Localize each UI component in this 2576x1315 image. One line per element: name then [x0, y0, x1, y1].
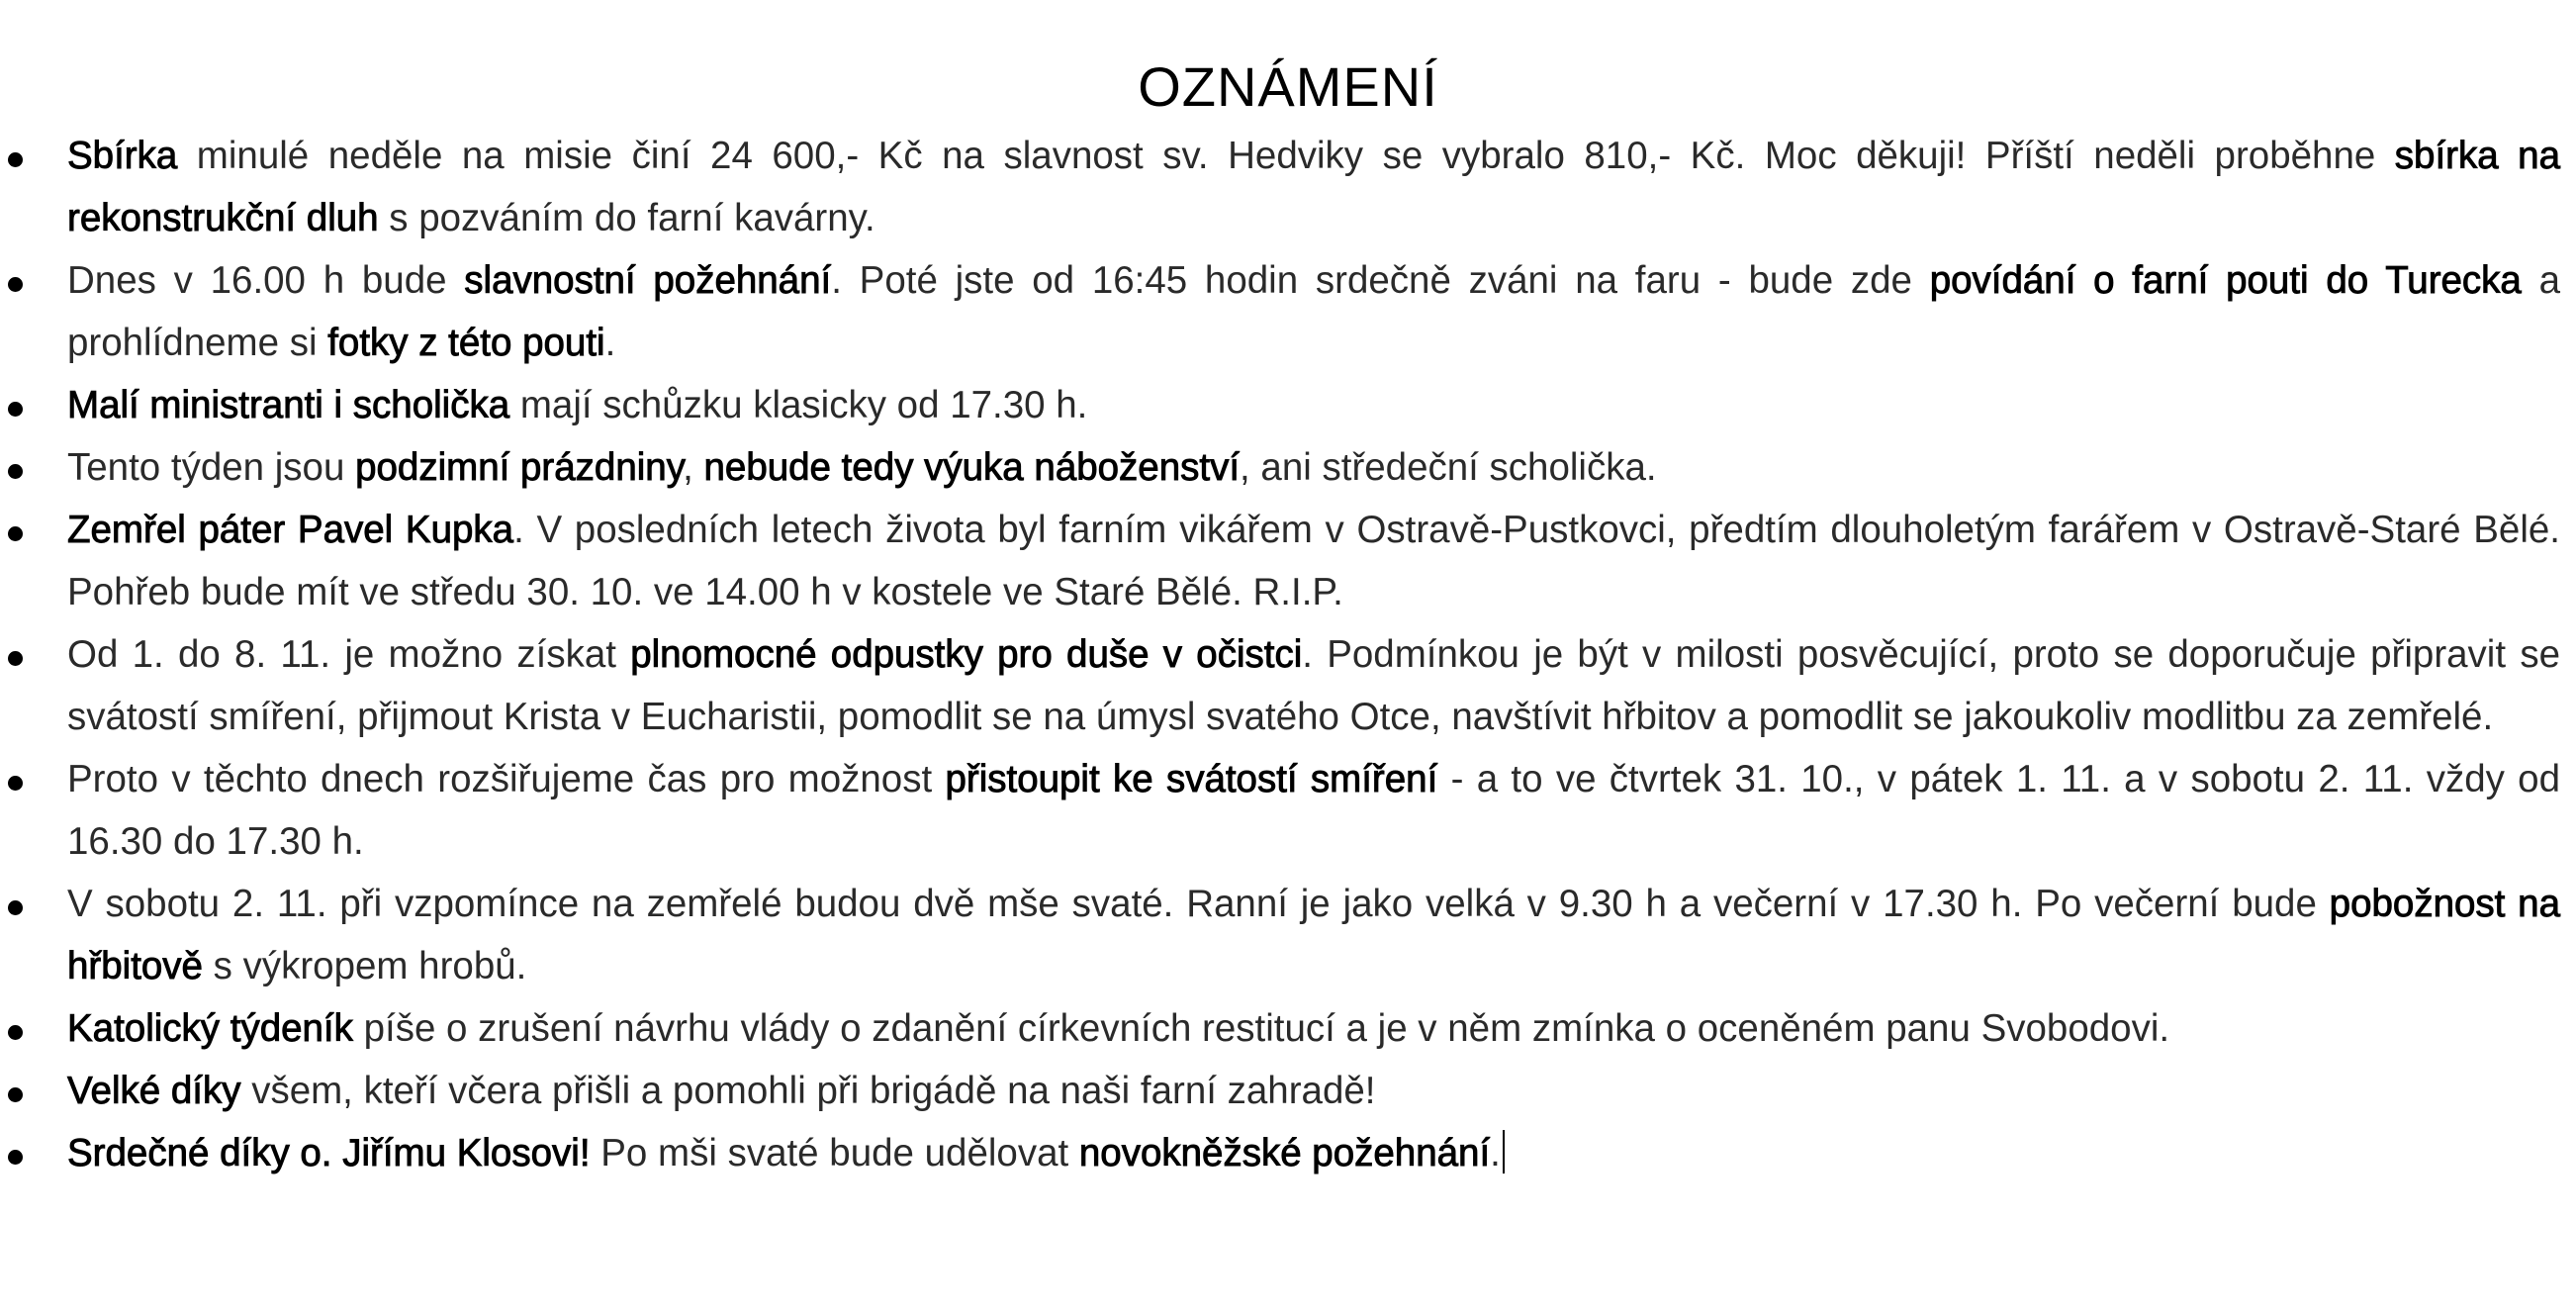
text-cursor: [1503, 1130, 1505, 1174]
bold-text: nebude tedy výuka náboženství: [703, 446, 1241, 489]
bullet-icon: [8, 402, 23, 417]
bold-text: podzimní prázdniny: [355, 446, 684, 489]
body-text: všem, kteří včera přišli a pomohli při brigádě na naši farní zahradě!: [240, 1070, 1376, 1112]
body-text: Tento týden jsou: [67, 446, 356, 489]
announcement-item: [67, 997, 2560, 1060]
announcement-item: [67, 873, 2560, 997]
announcement-item: [67, 623, 2560, 748]
body-text: .: [1490, 1132, 1501, 1174]
announcement-item: [67, 1122, 2560, 1184]
bullet-icon: [8, 464, 23, 479]
body-text: Po mši svaté bude udělovat: [590, 1132, 1079, 1174]
bold-text: Velké díky: [67, 1070, 241, 1112]
bold-text: pobožnost na hřbitově: [67, 883, 2560, 987]
body-text: . Poté jste od 16:45 hodin srdečně zváni na faru - bude zde: [831, 259, 1930, 302]
bullet-icon: [8, 526, 23, 541]
bold-text: přistoupit ke svátostí smíření: [945, 758, 1438, 800]
body-text: , ani středeční scholička.: [1240, 446, 1657, 489]
bold-text: plnomocné odpustky pro duše v očistci: [630, 633, 1303, 676]
bold-text: Srdečné díky o. Jiřímu Klosovi!: [67, 1132, 591, 1174]
bold-text: Sbírka: [67, 135, 178, 177]
announcement-item: [67, 499, 2560, 623]
body-text: ,: [683, 446, 704, 489]
announcement-item: [67, 748, 2560, 873]
body-text: Proto v těchto dnech rozšiřujeme čas pro možnost: [67, 758, 946, 800]
bullet-icon: [8, 152, 23, 167]
bullet-icon: [8, 1025, 23, 1040]
announcement-item: [67, 249, 2560, 374]
bold-text: Katolický týdeník: [67, 1007, 353, 1050]
bullet-icon: [8, 277, 23, 292]
bold-text: fotky z této pouti: [327, 322, 605, 364]
body-text: mají schůzku klasicky od 17.30 h.: [509, 384, 1088, 426]
body-text: - a to ve čtvrtek 31. 10., v pátek 1. 11. a v sobotu 2. 11. vždy od 16.30 do 17.30 h.: [67, 758, 2560, 863]
bold-text: sbírka na rekonstrukční dluh: [67, 135, 2560, 239]
body-text: . V posledních letech života byl farním vikářem v Ostravě-Pustkovci, předtím dlouholetým farářem v Ostravě-Staré Bělé. Pohřeb bude mít ve středu 30. 10. ve 14.00 h v kostele ve Staré Bělé. R.I.P.: [67, 509, 2560, 613]
body-text: . Podmínkou je být v milosti posvěcující, proto se doporučuje připravit se svátostí smíření, přijmout Krista v Eucharistii, pomodlit se na úmysl svatého Otce, navštívit hřbitov a pomodlit se jakoukoliv modlitbu za zemřelé.: [67, 633, 2560, 738]
body-text: s pozváním do farní kavárny.: [378, 197, 875, 239]
bold-text: slavnostní požehnání: [464, 259, 832, 302]
bullet-icon: [8, 1087, 23, 1102]
body-text: píše o zrušení návrhu vlády o zdanění církevních restitucí a je v něm zmínka o oceněném panu Svobodovi.: [352, 1007, 2170, 1050]
bullet-icon: [8, 1150, 23, 1165]
announcement-item: [67, 436, 2560, 499]
announcement-item: [67, 374, 2560, 436]
page-title: OZNÁMENÍ: [1138, 54, 1438, 118]
bullet-icon: [8, 776, 23, 791]
body-text: minulé neděle na misie činí 24 600,- Kč na slavnost sv. Hedviky se vybralo 810,- Kč. Moc děkuji! Příští neděli proběhne: [177, 135, 2395, 177]
bold-text: Malí ministranti i scholička: [67, 384, 510, 426]
bold-text: povídání o farní pouti do Turecka: [1929, 259, 2522, 302]
body-text: s výkropem hrobů.: [202, 945, 527, 987]
body-text: V sobotu 2. 11. při vzpomínce na zemřelé budou dvě mše svaté. Ranní je jako velká v 9.30 h a večerní v 17.30 h. Po večerní bude: [67, 883, 2330, 925]
announcement-list: [67, 125, 2560, 1184]
bullet-icon: [8, 651, 23, 666]
bold-text: novokněžské požehnání: [1078, 1132, 1491, 1174]
body-text: a prohlídneme si: [67, 259, 2561, 364]
body-text: Od 1. do 8. 11. je možno získat: [67, 633, 631, 676]
bullet-icon: [8, 900, 23, 915]
announcement-item: [67, 1060, 2560, 1122]
body-text: .: [604, 322, 616, 364]
bold-text: Zemřel páter Pavel Kupka: [67, 509, 514, 551]
announcement-item: [67, 125, 2560, 249]
body-text: Dnes v 16.00 h bude: [67, 259, 465, 302]
